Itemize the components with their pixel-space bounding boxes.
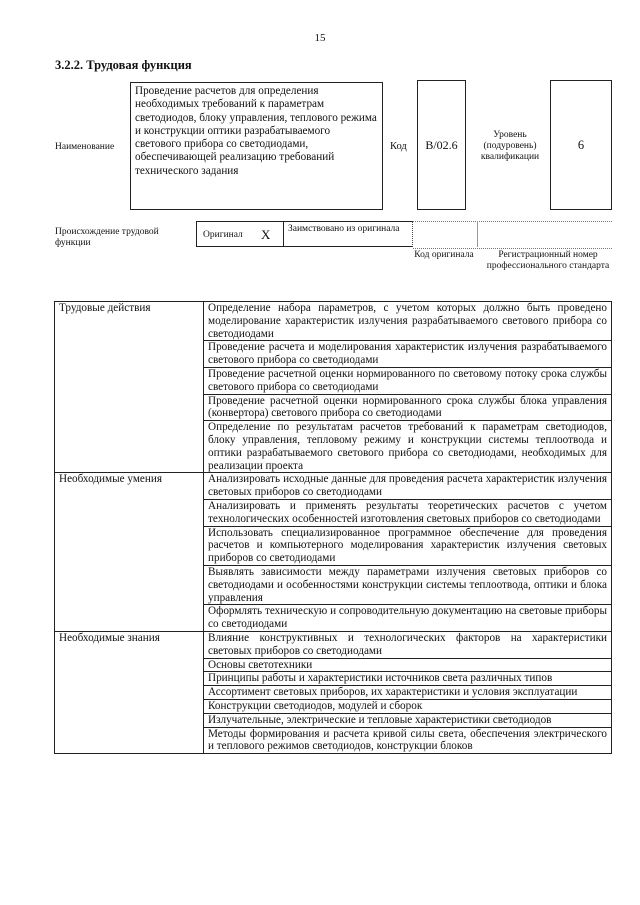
function-name-box: Проведение расчетов для определения необходимых требований к параметрам светодиодов, блоку управления, теплового режима и конструкции оптики разрабатываемого светового прибора со светодиодами, обеспечивающей реализацию требований технического задания [130, 82, 383, 210]
borrowed-cell [283, 221, 413, 247]
function-details-table [54, 301, 612, 754]
item-cell: Основы светотехники [204, 658, 612, 672]
level-label: Уровень (подуровень) квалификации [480, 130, 540, 162]
category-cell: Трудовые действия [55, 302, 204, 473]
original-label: Оригинал [203, 230, 243, 240]
origin-divider [477, 221, 478, 247]
item-cell: Анализировать и применять результаты теоретических расчетов с учетом технологических особенностей изготовления световых приборов со светодиодами [204, 499, 612, 526]
code-value: B/02.6 [417, 80, 466, 210]
item-cell: Излучательные, электрические и тепловые характеристики светодиодов [204, 713, 612, 727]
table-row [55, 302, 612, 341]
item-cell: Анализировать исходные данные для проведения расчета характеристик излучения световых приборов со светодиодами [204, 473, 612, 500]
original-mark: X [261, 227, 271, 242]
item-cell: Оформлять техническую и сопроводительную документацию на световые приборы со светодиодами [204, 605, 612, 632]
category-cell: Необходимые умения [55, 473, 204, 632]
item-cell: Выявлять зависимости между параметрами излучения световых приборов со светодиодами и особенностями конструкции системы теплоотвода, оптики и блока управления [204, 565, 612, 604]
original-cell [196, 221, 284, 247]
borrowed-label: Заимствовано из оригинала [288, 224, 400, 234]
origin-empty-cells [413, 221, 612, 249]
item-cell: Проведение расчетной оценки нормированного срока службы блока управления (конвертора) светового прибора со светодиодами [204, 394, 612, 421]
item-cell: Определение набора параметров, с учетом которых должно быть проведено моделирование характеристик излучения разрабатываемого светового прибора со светодиодами [204, 302, 612, 341]
item-cell: Проведение расчетной оценки нормированного по световому потоку срока службы светового прибора со светодиодами [204, 367, 612, 394]
table-row [55, 473, 612, 500]
item-cell: Принципы работы и характеристики источников света различных типов [204, 672, 612, 686]
item-cell: Определение по результатам расчетов требований к параметрам светодиодов, блоку управления, тепловому режиму и конструкции системы теплоотвода и оптики разрабатываемого светового прибора со светодиодами, необходимых для реализации проекта [204, 421, 612, 473]
origin-label: Происхождение трудовой функции [55, 227, 159, 248]
item-cell: Использовать специализированное программное обеспечение для проведения расчетов и компьютерного моделирования характеристик излучения световых приборов со светодиодами [204, 526, 612, 565]
code-original-label: Код оригинала [414, 250, 474, 260]
reg-number-label: Регистрационный номер профессионального стандарта [486, 250, 610, 271]
item-cell: Методы формирования и расчета кривой силы света, обеспечения электрического и теплового режимов светодиодов, конструкции блоков [204, 727, 612, 754]
table-row [55, 631, 612, 658]
item-cell: Ассортимент световых приборов, их характеристики и условия эксплуатации [204, 686, 612, 700]
item-cell: Проведение расчета и моделирования характеристик излучения разрабатываемого светового прибора со светодиодами [204, 341, 612, 368]
level-value: 6 [550, 80, 612, 210]
category-cell: Необходимые знания [55, 631, 204, 753]
section-title: 3.2.2. Трудовая функция [55, 58, 192, 72]
page-number: 15 [314, 32, 326, 44]
item-cell: Конструкции светодиодов, модулей и сборок [204, 699, 612, 713]
item-cell: Влияние конструктивных и технологических факторов на характеристики световых приборов со светодиодами [204, 631, 612, 658]
name-label: Наименование [55, 142, 115, 152]
code-label: Код [390, 141, 407, 152]
